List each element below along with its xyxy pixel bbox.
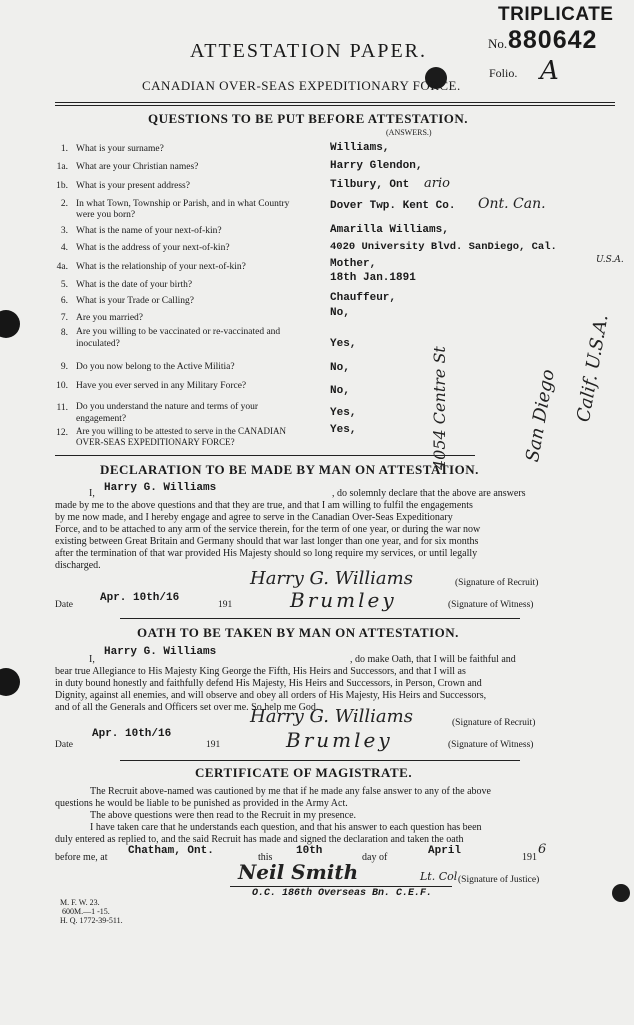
question-number: 2. <box>60 199 68 209</box>
question-text: Do you understand the nature and terms of your engagement? <box>76 402 259 424</box>
question-text: Are you willing to be vaccinated or re-vaccinated and inoculated? <box>76 327 281 349</box>
certificate-line: duly entered as replied to, and the said Recruit has made and signed the declaration and taken the oath <box>55 834 464 845</box>
declaration-line: discharged. <box>55 560 101 571</box>
question-text: Are you willing to be attested to serve in the CANADIAN OVER-SEAS EXPEDITIONARY FORCE? <box>76 426 286 447</box>
unit-stamp: O.C. 186th Overseas Bn. C.E.F. <box>252 888 433 899</box>
question-text: What is the name of your next-of-kin? <box>76 226 222 236</box>
recruit-signature: Harry G. Williams <box>250 568 413 589</box>
question-text: What is your Trade or Calling? <box>76 296 194 306</box>
certificate-heading: CERTIFICATE OF MAGISTRATE. <box>195 765 413 780</box>
oath-i: I, <box>89 654 95 665</box>
question-text: What is your surname? <box>76 144 164 154</box>
recruit-signature-label: (Signature of Recruit) <box>455 578 539 588</box>
justice-signature-label: (Signature of Justice) <box>458 875 540 885</box>
declaration-i: I, <box>89 488 95 499</box>
declaration-line: after the termination of that war provided His Majesty should so long require my services, or until legally <box>55 548 478 559</box>
answer-handwriting: Ont. Can. <box>478 196 546 212</box>
answer-value: Tilbury, Ont <box>330 179 410 191</box>
question-number: 9. <box>60 362 68 372</box>
day-of-label: day of <box>362 852 388 863</box>
answer-handwriting: U.S.A. <box>596 255 624 265</box>
answer-value: Amarilla Williams, <box>330 224 449 236</box>
year-label: 191 <box>522 852 537 863</box>
reg-no-label: No. <box>488 36 508 51</box>
answer-value: Yes, <box>330 424 357 436</box>
question-number: 8. <box>60 328 68 338</box>
question-number: 4. <box>60 243 68 253</box>
answers-header: (ANSWERS.) <box>386 128 432 137</box>
witness-signature-label: (Signature of Witness) <box>448 740 534 750</box>
magistrate-day: 10th <box>296 845 323 857</box>
oath-line: in duty bound honestly and faithfully defend His Majesty, His Heirs and Successors, in Person, Crown and <box>55 678 482 689</box>
declaration-heading: DECLARATION TO BE MADE BY MAN ON ATTESTATION. <box>100 462 479 477</box>
question-number: 7. <box>60 313 68 323</box>
question-number: 1b. <box>56 181 68 191</box>
print-run: 600M.—1 -15. <box>62 907 110 916</box>
question-text: What is your present address? <box>76 181 190 191</box>
divider <box>120 760 520 761</box>
page-subtitle: CANADIAN OVER-SEAS EXPEDITIONARY FORCE. <box>142 78 461 93</box>
declaration-line: existing between Great Britain and Germany should that war last longer than one year, and for six months <box>55 536 479 547</box>
certificate-line: I have taken care that he understands each question, and that his answer to each question has been <box>90 822 482 833</box>
answer-value: Yes, <box>330 407 357 419</box>
magistrate-place: Chatham, Ont. <box>128 845 214 857</box>
margin-note-address: 4054 Centre St <box>430 346 449 470</box>
answer-value: 18th Jan.1891 <box>330 272 416 284</box>
oath-line: Dignity, against all enemies, and will observe and obey all orders of His Majesty, His Heirs and Successors, <box>55 690 487 701</box>
questions-heading: QUESTIONS TO BE PUT BEFORE ATTESTATION. <box>148 111 469 126</box>
question-number: 5. <box>60 280 68 290</box>
ink-blot-corner <box>612 884 630 902</box>
question-text: In what Town, Township or Parish, and in what Country were you born? <box>76 199 290 220</box>
oath-line: bear true Allegiance to His Majesty King George the Fifth, His Heirs and Successors, and that I will as <box>55 666 466 677</box>
question-text: What is the address of your next-of-kin? <box>76 243 230 253</box>
regimental-number: 880642 <box>508 26 598 54</box>
certificate-line: The above questions were then read to the Recruit in my presence. <box>90 810 357 821</box>
year-label: 191 <box>206 740 221 750</box>
witness-signature: Brumley <box>290 588 397 612</box>
question-number: 11. <box>56 403 68 413</box>
oath-heading: OATH TO BE TAKEN BY MAN ON ATTESTATION. <box>137 625 459 640</box>
justice-signature: Neil Smith <box>238 860 359 884</box>
margin-note-state: Calif. U.S.A. <box>573 312 613 424</box>
question-text: Are you married? <box>76 313 143 323</box>
question-number: 4a. <box>56 262 68 272</box>
date-label: Date <box>55 740 73 750</box>
answer-handwriting: ario <box>424 176 450 191</box>
page-title: ATTESTATION PAPER. <box>190 40 428 62</box>
divider <box>55 105 615 106</box>
justice-rank: Lt. Col <box>420 870 458 883</box>
answer-value: No, <box>330 307 350 319</box>
answer-value: 4020 University Blvd. SanDiego, Cal. <box>330 241 557 253</box>
date-label: Date <box>55 600 73 610</box>
question-text: Do you now belong to the Active Militia? <box>76 362 235 372</box>
divider <box>120 618 520 619</box>
this-label: this <box>258 852 273 863</box>
year-label: 191 <box>218 600 233 610</box>
before-me-label: before me, at <box>55 852 108 863</box>
copy-type-label: TRIPLICATE <box>498 4 614 25</box>
answer-value: Harry Glendon, <box>330 160 423 172</box>
question-number: 1a. <box>56 162 68 172</box>
folio-label: Folio. <box>489 66 518 80</box>
divider <box>55 102 615 103</box>
certificate-line: questions he would be liable to be punished as provided in the Army Act. <box>55 798 348 809</box>
oath-line: , do make Oath, that I will be faithful and <box>350 654 516 665</box>
question-text: Have you ever served in any Military Force? <box>76 381 247 391</box>
question-number: 6. <box>60 296 68 306</box>
question-number: 3. <box>60 226 68 236</box>
witness-signature-label: (Signature of Witness) <box>448 600 534 610</box>
year-digit: 6 <box>538 842 547 857</box>
answer-value: No, <box>330 362 350 374</box>
declaration-date: Apr. 10th/16 <box>100 592 180 604</box>
oath-date: Apr. 10th/16 <box>92 728 172 740</box>
print-ref: H. Q. 1772-39-511. <box>60 916 123 925</box>
declaration-line: made by me to the above questions and that they are true, and that I am willing to fulfil the engagements <box>55 500 473 511</box>
declaration-line: Force, and to be attached to any arm of the service therein, for the term of one year, or during the war now <box>55 524 481 535</box>
recruit-signature-label: (Signature of Recruit) <box>452 718 536 728</box>
answer-value: Chauffeur, <box>330 292 397 304</box>
oath-line: and of all the Generals and Officers set over me. So help me God. <box>55 702 319 713</box>
question-number: 1. <box>60 144 68 154</box>
divider <box>55 455 475 456</box>
punch-hole-top <box>0 310 20 338</box>
answer-value: Williams, <box>330 142 390 154</box>
question-number: 10. <box>56 381 68 391</box>
question-number: 12. <box>56 428 68 438</box>
folio-value: A <box>540 56 559 86</box>
punch-hole-bottom <box>0 668 20 696</box>
signature-line <box>230 886 452 887</box>
declaration-name: Harry G. Williams <box>104 482 217 494</box>
answer-value: Dover Twp. Kent Co. <box>330 200 456 212</box>
declaration-line: by me now made, and I hereby engage and agree to serve in the Canadian Over-Seas Expeditionary <box>55 512 453 523</box>
question-text: What are your Christian names? <box>76 162 199 172</box>
witness-signature: Brumley <box>286 728 393 752</box>
answer-value: No, <box>330 385 350 397</box>
magistrate-month: April <box>428 845 462 857</box>
question-text: What is the date of your birth? <box>76 280 193 290</box>
answer-value: Yes, <box>330 338 357 350</box>
answer-value: Mother, <box>330 258 377 270</box>
form-code: M. F. W. 23. <box>60 898 100 907</box>
certificate-line: The Recruit above-named was cautioned by me that if he made any false answer to any of the above <box>90 786 491 797</box>
declaration-line: , do solemnly declare that the above are answers <box>332 488 526 499</box>
margin-note-city: San Diego <box>522 367 559 464</box>
question-text: What is the relationship of your next-of-kin? <box>76 262 246 272</box>
oath-name: Harry G. Williams <box>104 646 217 658</box>
recruit-signature: Harry G. Williams <box>250 706 413 727</box>
